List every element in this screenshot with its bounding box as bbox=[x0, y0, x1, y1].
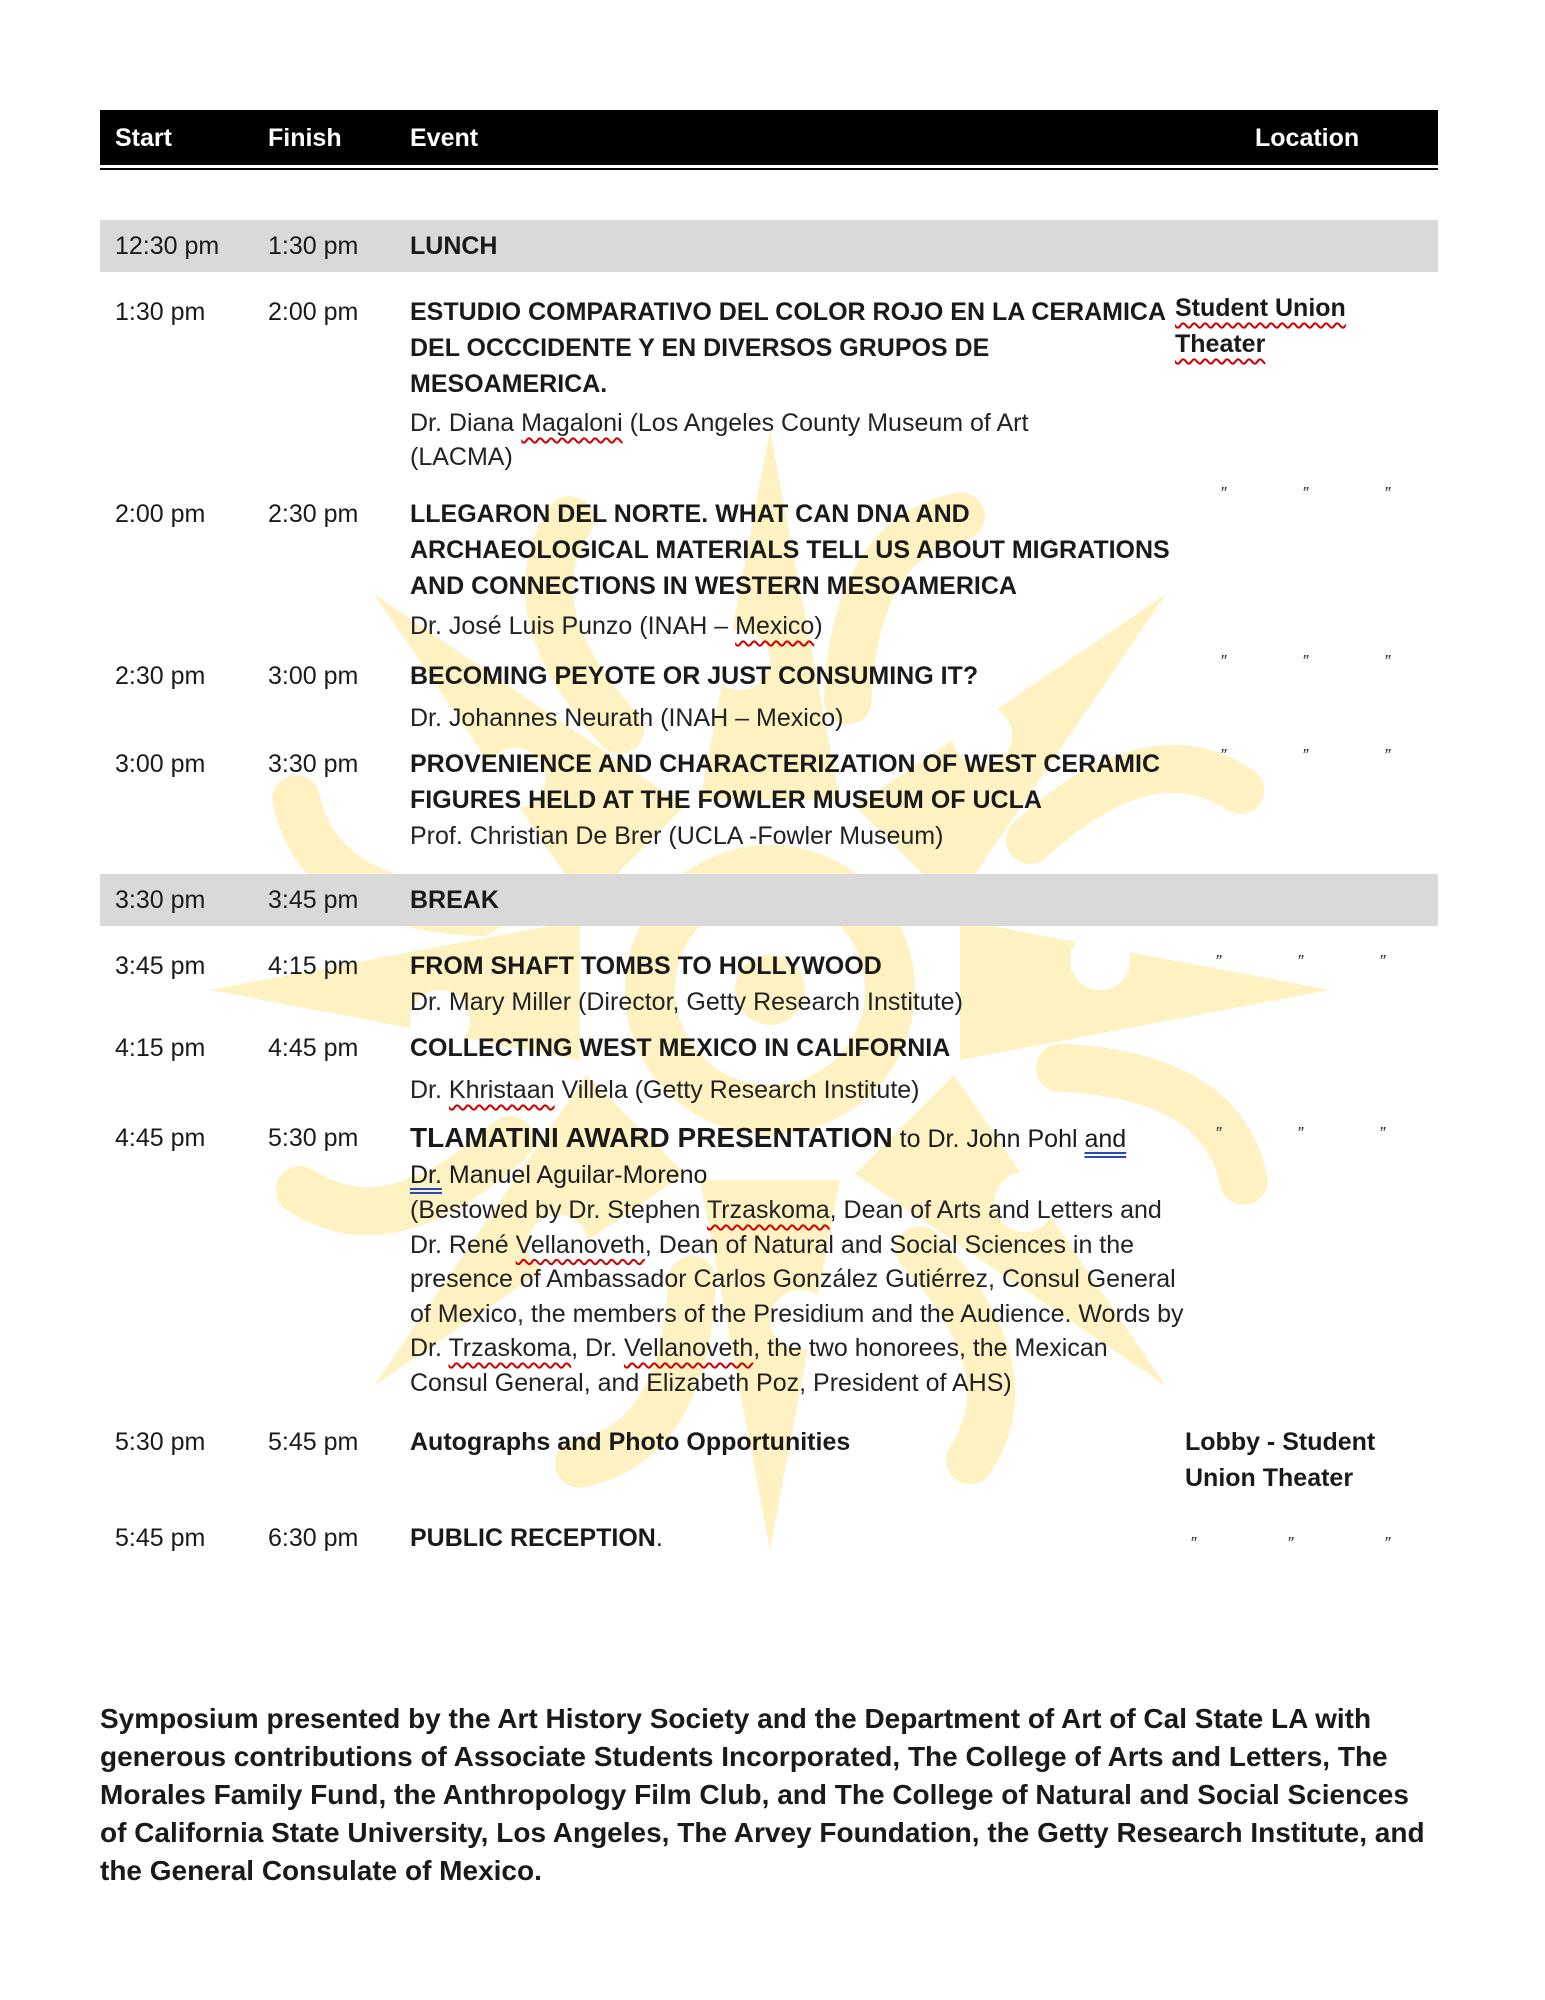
finish-time: 3:30 pm bbox=[268, 750, 359, 778]
schedule-row bbox=[100, 1424, 1438, 1492]
finish-time: 1:30 pm bbox=[268, 232, 359, 260]
schedule-row bbox=[100, 484, 1438, 644]
event-title-text: PUBLIC RECEPTION bbox=[410, 1524, 656, 1552]
event-speaker: Dr. Johannes Neurath (INAH – Mexico) bbox=[410, 704, 844, 732]
schedule-row bbox=[100, 294, 1438, 474]
start-time: 3:30 pm bbox=[115, 886, 206, 914]
finish-time: 3:00 pm bbox=[268, 662, 359, 690]
ditto-mark: ” bbox=[1297, 1124, 1303, 1144]
finish-time: 5:45 pm bbox=[268, 1428, 359, 1456]
event-title: COLLECTING WEST MEXICO IN CALIFORNIA bbox=[410, 1034, 951, 1062]
award-recipient: to Dr. John Pohl bbox=[892, 1125, 1085, 1153]
schedule-row bbox=[100, 652, 1438, 736]
speaker-text: Dr. José Luis Punzo (INAH – bbox=[410, 612, 736, 640]
speaker-name: Khristaan bbox=[448, 1076, 555, 1104]
speaker-text: Dr. Diana bbox=[410, 409, 522, 437]
desc-name: Vellanoveth bbox=[623, 1334, 754, 1362]
header-finish: Finish bbox=[268, 124, 342, 152]
location-ditto bbox=[1220, 644, 1390, 680]
event-title: ESTUDIO COMPARATIVO DEL COLOR ROJO EN LA CERAMICA DEL OCCCIDENTE Y EN DIVERSOS GRUPOS DE MESOAMERICA. bbox=[410, 298, 1166, 398]
speaker-text: ) bbox=[814, 612, 823, 640]
schedule-row-lunch bbox=[100, 220, 1438, 272]
finish-time: 4:45 pm bbox=[268, 1034, 359, 1062]
header-rule bbox=[100, 168, 1438, 170]
start-time: 3:00 pm bbox=[115, 750, 206, 778]
award-recipient: Manuel Aguilar-Moreno bbox=[441, 1161, 708, 1189]
ditto-mark: ” bbox=[1384, 746, 1390, 766]
finish-time: 2:30 pm bbox=[268, 500, 359, 528]
schedule bbox=[100, 110, 1438, 1556]
schedule-row bbox=[100, 746, 1438, 854]
speaker-text: Villela (Getty Research Institute) bbox=[554, 1076, 920, 1104]
ditto-mark: ” bbox=[1302, 484, 1308, 504]
start-time: 5:45 pm bbox=[115, 1524, 206, 1552]
finish-time: 3:45 pm bbox=[268, 886, 359, 914]
event-title bbox=[410, 1120, 1190, 1193]
ditto-mark: ” bbox=[1215, 1124, 1221, 1144]
schedule-row bbox=[100, 1030, 1438, 1108]
desc-text: , Dean of Arts and Letters and Dr. René bbox=[410, 1196, 1162, 1259]
start-time: 1:30 pm bbox=[115, 298, 206, 326]
location-ditto bbox=[1220, 738, 1390, 774]
event-speaker bbox=[410, 1072, 1190, 1108]
start-time: 5:30 pm bbox=[115, 1428, 206, 1456]
event-speaker bbox=[410, 406, 1090, 474]
event-location: Lobby - Student Union Theater bbox=[1185, 1428, 1376, 1492]
ditto-mark: ” bbox=[1215, 952, 1221, 972]
ditto-mark: ” bbox=[1190, 1534, 1196, 1554]
ditto-mark: ” bbox=[1287, 1534, 1293, 1554]
finish-time: 6:30 pm bbox=[268, 1524, 359, 1552]
table-header bbox=[100, 110, 1438, 165]
desc-name: Trzaskoma bbox=[706, 1196, 830, 1224]
ditto-mark: ” bbox=[1220, 484, 1226, 504]
event-title bbox=[410, 1520, 1190, 1556]
ditto-mark: ” bbox=[1384, 484, 1390, 504]
ditto-mark: ” bbox=[1384, 1534, 1390, 1554]
event-speaker: Prof. Christian De Brer (UCLA -Fowler Museum) bbox=[410, 822, 944, 850]
header-location: Location bbox=[1255, 124, 1360, 152]
desc-name: Trzaskoma bbox=[448, 1334, 572, 1362]
header-event: Event bbox=[410, 124, 479, 152]
event-title: LUNCH bbox=[410, 232, 498, 260]
award-dr: Dr. bbox=[410, 1161, 442, 1189]
start-time: 2:00 pm bbox=[115, 500, 206, 528]
event-speaker bbox=[410, 608, 1190, 644]
event-location: Student Union Theater bbox=[1175, 294, 1346, 358]
event-title: BECOMING PEYOTE OR JUST CONSUMING IT? bbox=[410, 662, 979, 690]
event-title: BREAK bbox=[410, 886, 499, 914]
ditto-mark: ” bbox=[1379, 1124, 1385, 1144]
ditto-mark: ” bbox=[1379, 952, 1385, 972]
finish-time: 2:00 pm bbox=[268, 298, 359, 326]
schedule-row-break bbox=[100, 874, 1438, 926]
event-title-period: . bbox=[655, 1524, 663, 1552]
award-and: and bbox=[1084, 1125, 1127, 1153]
ditto-mark: ” bbox=[1302, 652, 1308, 672]
desc-name: Vellanoveth bbox=[515, 1230, 645, 1259]
award-title: TLAMATINI AWARD PRESENTATION bbox=[410, 1122, 893, 1153]
header-start: Start bbox=[115, 124, 172, 152]
ditto-mark: ” bbox=[1302, 746, 1308, 766]
speaker-name: Mexico bbox=[735, 612, 815, 640]
start-time: 4:15 pm bbox=[115, 1034, 206, 1062]
speaker-name: Magaloni bbox=[521, 409, 623, 437]
start-time: 2:30 pm bbox=[115, 662, 206, 690]
speaker-text: Dr. bbox=[410, 1076, 449, 1104]
ditto-mark: ” bbox=[1384, 652, 1390, 672]
event-title: Autographs and Photo Opportunities bbox=[410, 1428, 851, 1456]
start-time: 3:45 pm bbox=[115, 952, 206, 980]
finish-time: 4:15 pm bbox=[268, 952, 359, 980]
desc-text: (Bestowed by Dr. Stephen bbox=[410, 1196, 707, 1224]
event-description bbox=[410, 1193, 1190, 1400]
location-ditto bbox=[1190, 1526, 1390, 1562]
location-ditto bbox=[1215, 944, 1385, 980]
start-time: 4:45 pm bbox=[115, 1124, 206, 1152]
event-title: PROVENIENCE AND CHARACTERIZATION OF WEST CERAMIC FIGURES HELD AT THE FOWLER MUSEUM OF UCLA bbox=[410, 750, 1160, 814]
event-speaker: Dr. Mary Miller (Director, Getty Research Institute) bbox=[410, 988, 963, 1016]
ditto-mark: ” bbox=[1220, 746, 1226, 766]
schedule-row bbox=[100, 948, 1438, 1020]
sponsor-note: Symposium presented by the Art History Society and the Department of Art of Cal State LA with generous contributions of Associate Students Incorporated, The College of Arts and Letters, The Morales Family Fund, the Anthropology Film Club, and The College of Natural and Social Sciences of California State University, Los Angeles, The Arvey Foundation, the Getty Research Institute, and the General Consulate of Mexico. bbox=[100, 1703, 1425, 1886]
location-ditto bbox=[1215, 1116, 1385, 1152]
desc-text: , Dean of Natural and Social Sciences in the presence of Ambassador Carlos González Gutiérrez, Consul General of Mexico, the members of the Presidium and the Audience. Words by Dr. bbox=[410, 1230, 1184, 1362]
location-ditto bbox=[1220, 476, 1390, 512]
desc-text: , Dr. bbox=[571, 1334, 624, 1362]
event-title: LLEGARON DEL NORTE. WHAT CAN DNA AND ARCHAEOLOGICAL MATERIALS TELL US ABOUT MIGRATIONS AND CONNECTIONS IN WESTERN MESOAMERICA bbox=[410, 500, 1170, 600]
finish-time: 5:30 pm bbox=[268, 1124, 359, 1152]
start-time: 12:30 pm bbox=[115, 232, 220, 260]
schedule-row bbox=[100, 1120, 1438, 1400]
schedule-row bbox=[100, 1520, 1438, 1556]
desc-text: , the two honorees, the Mexican Consul General, and Elizabeth Poz, President of AHS) bbox=[410, 1334, 1108, 1397]
ditto-mark: ” bbox=[1220, 652, 1226, 672]
speaker-text: (Los Angeles County Museum of Art (LACMA) bbox=[410, 409, 1029, 471]
event-title: FROM SHAFT TOMBS TO HOLLYWOOD bbox=[410, 952, 882, 980]
ditto-mark: ” bbox=[1297, 952, 1303, 972]
